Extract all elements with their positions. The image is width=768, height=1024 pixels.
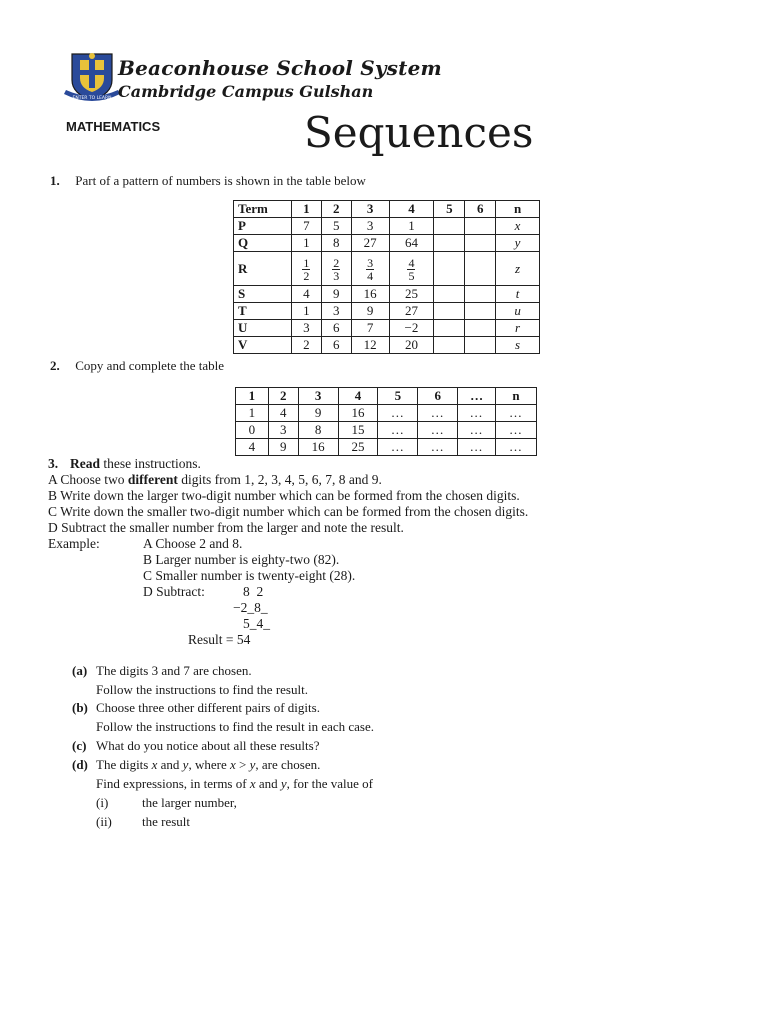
- table-cell: 1: [236, 405, 269, 422]
- table-cell: 16: [351, 286, 389, 303]
- table-header-cell: 3: [298, 388, 338, 405]
- table-cell: 25: [389, 286, 434, 303]
- table-cell: 6: [321, 320, 351, 337]
- table-cell: 27: [351, 235, 389, 252]
- question-3-number: 3.: [48, 456, 59, 471]
- table-cell: 0: [236, 422, 269, 439]
- part-a-label: (a): [72, 663, 88, 678]
- table-cell: 7: [351, 320, 389, 337]
- part-c: [72, 736, 319, 755]
- table-cell: [434, 303, 465, 320]
- school-logo: [62, 50, 122, 104]
- part-c-label: (c): [72, 738, 87, 753]
- page-title: Sequences: [304, 108, 534, 157]
- table-2-row: [236, 405, 537, 422]
- sequence-table-2: [235, 387, 537, 456]
- table-cell: 9: [321, 286, 351, 303]
- table-header-cell: 5: [378, 388, 418, 405]
- part-d-i: [96, 793, 237, 812]
- part-d-text: , are chosen.: [255, 757, 321, 772]
- table-cell: 3: [321, 303, 351, 320]
- table-header-cell: 3: [351, 201, 389, 218]
- table-header-cell: 4: [338, 388, 378, 405]
- table-cell: [465, 286, 496, 303]
- read-bold: Read: [70, 456, 100, 471]
- table-cell: 3: [268, 422, 298, 439]
- logo-banner-text: ENTER TO LEARN: [72, 96, 112, 101]
- table-header-cell: 1: [236, 388, 269, 405]
- table-cell: …: [496, 439, 537, 456]
- fraction-denominator: 5: [408, 269, 415, 283]
- campus-name: Cambridge Campus Gulshan: [118, 82, 374, 101]
- table-cell: 16: [338, 405, 378, 422]
- example-label: Example:: [48, 536, 100, 551]
- table-cell: 9: [268, 439, 298, 456]
- question-2-number: 2.: [50, 358, 60, 373]
- table-cell: [434, 320, 465, 337]
- table-cell-n: u: [496, 303, 540, 320]
- table-cell: …: [378, 439, 418, 456]
- part-d-text: >: [235, 757, 250, 772]
- example-step-d: D Subtract:: [143, 584, 205, 599]
- instruction-a-pre: A Choose two: [48, 472, 128, 487]
- table-cell: 2: [291, 337, 321, 354]
- table-cell: [465, 235, 496, 252]
- part-a-line-2: Follow the instructions to find the result.: [96, 682, 308, 697]
- table-cell: 15: [338, 422, 378, 439]
- part-d-i-label: (i): [96, 795, 109, 810]
- question-2: [50, 358, 224, 374]
- table-2-row: [236, 422, 537, 439]
- table-cell: 6: [321, 337, 351, 354]
- table-1-row-u: [234, 320, 540, 337]
- table-header-cell: n: [496, 201, 540, 218]
- variable-x: x: [151, 757, 158, 772]
- table-header-cell: 6: [418, 388, 458, 405]
- part-b: [72, 698, 320, 717]
- table-cell: 16: [298, 439, 338, 456]
- table-cell: 1: [291, 235, 321, 252]
- table-1-row-t: [234, 303, 540, 320]
- table-cell: …: [378, 405, 418, 422]
- variable-x: x: [229, 757, 236, 772]
- row-label: R: [234, 252, 292, 286]
- table-1-row-q: [234, 235, 540, 252]
- subtraction-line-1: 8 2: [243, 584, 264, 599]
- subject-label: MATHEMATICS: [66, 119, 161, 134]
- example-step-b: B Larger number is eighty-two (82).: [143, 552, 340, 567]
- example-step-c: C Smaller number is twenty-eight (28).: [143, 568, 356, 583]
- question-3-intro: [48, 456, 201, 472]
- variable-y: y: [280, 776, 287, 791]
- row-label: U: [234, 320, 292, 337]
- fraction-cell: [351, 252, 389, 286]
- question-2-text: Copy and complete the table: [75, 358, 224, 373]
- instruction-a-post: digits from 1, 2, 3, 4, 5, 6, 7, 8 and 9.: [177, 472, 382, 487]
- variable-x: x: [249, 776, 256, 791]
- fraction-numerator: 2: [333, 256, 340, 270]
- table-cell: [434, 337, 465, 354]
- table-header-cell: 2: [321, 201, 351, 218]
- part-d-text: , for the value of: [286, 776, 373, 791]
- table-1-row-r: [234, 252, 540, 286]
- table-header-cell: 4: [389, 201, 434, 218]
- table-cell: …: [458, 422, 496, 439]
- instruction-b: B Write down the larger two-digit number which can be formed from the chosen digits.: [48, 488, 520, 503]
- part-b-line-2: Follow the instructions to find the result in each case.: [96, 719, 374, 734]
- table-header-cell: 1: [291, 201, 321, 218]
- fraction-cell: [291, 252, 321, 286]
- table-cell: 8: [298, 422, 338, 439]
- table-1-row-p: [234, 218, 540, 235]
- table-header-cell: Term: [234, 201, 292, 218]
- table-cell: 20: [389, 337, 434, 354]
- table-cell: …: [418, 405, 458, 422]
- row-label: P: [234, 218, 292, 235]
- table-cell: …: [496, 405, 537, 422]
- part-d-text: and: [255, 776, 281, 791]
- table-cell: 1: [389, 218, 434, 235]
- table-cell: [434, 286, 465, 303]
- part-a-line-1: The digits 3 and 7 are chosen.: [96, 663, 252, 678]
- table-cell: −2: [389, 320, 434, 337]
- table-1-header-row: [234, 201, 540, 218]
- table-header-cell: n: [496, 388, 537, 405]
- subtraction-line-2: −2_8_: [233, 600, 268, 615]
- fraction-numerator: 3: [367, 256, 374, 270]
- table-cell-n: x: [496, 218, 540, 235]
- table-header-cell: …: [458, 388, 496, 405]
- table-cell-n: r: [496, 320, 540, 337]
- table-cell: [465, 252, 496, 286]
- row-label: T: [234, 303, 292, 320]
- read-rest: these instructions.: [100, 456, 201, 471]
- row-label: S: [234, 286, 292, 303]
- part-d-ii: [96, 812, 190, 831]
- sequence-table-1: [233, 200, 540, 354]
- part-d-text: and: [157, 757, 183, 772]
- table-cell: 9: [351, 303, 389, 320]
- table-cell: 4: [268, 405, 298, 422]
- table-cell: [434, 235, 465, 252]
- table-cell-n: s: [496, 337, 540, 354]
- fraction-cell: [389, 252, 434, 286]
- part-d-text: The digits: [96, 757, 152, 772]
- fraction-numerator: 4: [408, 256, 415, 270]
- row-label: V: [234, 337, 292, 354]
- example-step-a: A Choose 2 and 8.: [143, 536, 243, 551]
- part-d-line-2: [96, 774, 373, 793]
- table-header-cell: 6: [465, 201, 496, 218]
- table-cell: …: [458, 439, 496, 456]
- part-d-text: , where: [188, 757, 230, 772]
- question-1-text: Part of a pattern of numbers is shown in the table below: [75, 173, 366, 188]
- part-d-text: Find expressions, in terms of: [96, 776, 250, 791]
- table-cell: 5: [321, 218, 351, 235]
- table-cell: 3: [351, 218, 389, 235]
- part-d-ii-label: (ii): [96, 814, 112, 829]
- variable-y: y: [249, 757, 256, 772]
- table-cell: [465, 303, 496, 320]
- table-cell: …: [458, 405, 496, 422]
- table-cell: 25: [338, 439, 378, 456]
- part-d-label: (d): [72, 757, 88, 772]
- table-cell-n: z: [496, 252, 540, 286]
- table-cell: [465, 337, 496, 354]
- instruction-a: [48, 472, 382, 488]
- part-b-label: (b): [72, 700, 88, 715]
- table-cell: 64: [389, 235, 434, 252]
- fraction-denominator: 4: [367, 269, 374, 283]
- table-cell-n: t: [496, 286, 540, 303]
- table-1-row-s: [234, 286, 540, 303]
- table-cell: [434, 252, 465, 286]
- example-result: Result = 54: [188, 632, 251, 647]
- table-1-row-v: [234, 337, 540, 354]
- table-cell: 4: [236, 439, 269, 456]
- question-1-number: 1.: [50, 173, 60, 188]
- table-header-cell: 5: [434, 201, 465, 218]
- table-cell: [465, 320, 496, 337]
- table-cell: [434, 218, 465, 235]
- variable-y: y: [182, 757, 189, 772]
- instruction-a-bold: different: [127, 472, 178, 487]
- table-2-row: [236, 439, 537, 456]
- school-name: Beaconhouse School System: [118, 56, 442, 80]
- table-cell: [465, 218, 496, 235]
- subtraction-line-3: 5_4_: [243, 616, 270, 631]
- table-cell-n: y: [496, 235, 540, 252]
- table-cell: …: [418, 439, 458, 456]
- table-cell: …: [418, 422, 458, 439]
- table-cell: 8: [321, 235, 351, 252]
- instruction-c: C Write down the smaller two-digit number which can be formed from the chosen digits.: [48, 504, 529, 519]
- table-cell: 27: [389, 303, 434, 320]
- fraction-denominator: 2: [303, 269, 310, 283]
- fraction-cell: [321, 252, 351, 286]
- table-cell: 1: [291, 303, 321, 320]
- table-cell: …: [378, 422, 418, 439]
- table-cell: 9: [298, 405, 338, 422]
- part-d-i-text: the larger number,: [142, 795, 237, 810]
- part-d-ii-text: the result: [142, 814, 191, 829]
- table-cell: 3: [291, 320, 321, 337]
- part-d: [72, 755, 320, 774]
- table-cell: 4: [291, 286, 321, 303]
- table-cell: …: [496, 422, 537, 439]
- fraction-numerator: 1: [303, 256, 310, 270]
- row-label: Q: [234, 235, 292, 252]
- table-cell: 7: [291, 218, 321, 235]
- part-c-line-1: What do you notice about all these results?: [96, 738, 320, 753]
- instruction-d: D Subtract the smaller number from the larger and note the result.: [48, 520, 404, 535]
- table-header-cell: 2: [268, 388, 298, 405]
- question-1: [50, 173, 366, 189]
- table-2-header-row: [236, 388, 537, 405]
- part-a: [72, 661, 252, 680]
- fraction-denominator: 3: [333, 269, 340, 283]
- table-cell: 12: [351, 337, 389, 354]
- part-b-line-1: Choose three other different pairs of digits.: [96, 700, 320, 715]
